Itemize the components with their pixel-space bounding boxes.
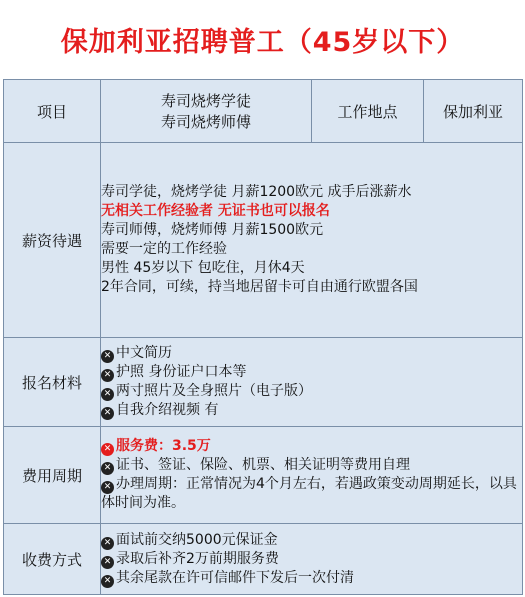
fees-label: 费用周期: [4, 427, 101, 524]
page-title: [0, 0, 525, 79]
materials-item: ✕ 中文简历: [101, 344, 522, 363]
position-cell: [101, 80, 312, 143]
salary-content: [101, 143, 523, 338]
payment-item: ✕ 录取后补齐2万前期服务费: [101, 550, 522, 569]
recruitment-table: [3, 79, 523, 595]
circled-x-icon: ✕: [101, 407, 114, 420]
payment-content: [101, 524, 523, 595]
payment-label: 收费方式: [4, 524, 101, 595]
circled-x-icon: ✕: [101, 481, 114, 494]
payment-row: [4, 524, 523, 595]
header-row: [4, 80, 523, 143]
circled-x-icon: ✕: [101, 556, 114, 569]
materials-label: 报名材料: [4, 338, 101, 427]
salary-line-3: 寿司师傅，烧烤师傅 月薪1500欧元: [101, 222, 324, 238]
title-text: 保加利亚招聘普工（45岁以下）: [60, 27, 465, 58]
fees-content: [101, 427, 523, 524]
circled-x-icon: ✕: [101, 388, 114, 401]
materials-item: ✕ 护照 身份证户口本等: [101, 363, 522, 382]
payment-item: ✕ 其余尾款在许可信邮件下发后一次付清: [101, 569, 522, 588]
fees-item: ✕ 办理周期：正常情况为4个月左右，若遇政策变动周期延长，以具体时间为准。: [101, 476, 517, 511]
materials-content: [101, 338, 523, 427]
fees-item: ✕ 证书、签证、保险、机票、相关证明等费用自理: [101, 456, 522, 475]
salary-line-1: 寿司学徒，烧烤学徒 月薪1200欧元 成手后涨薪水: [101, 184, 412, 200]
materials-item: ✕ 自我介绍视频 有: [101, 401, 522, 420]
salary-highlight: 无相关工作经验者 无证书也可以报名: [101, 203, 330, 219]
item-label: 项目: [4, 80, 101, 143]
salary-line-5: 男性 45岁以下 包吃住，月休4天: [101, 260, 305, 276]
materials-row: [4, 338, 523, 427]
circled-x-icon: ✕: [101, 369, 114, 382]
payment-item: ✕ 面试前交纳5000元保证金: [101, 531, 522, 550]
fees-row: [4, 427, 523, 524]
circled-x-icon: ✕: [101, 443, 114, 456]
position-line-2: 寿司烧烤师傅: [160, 113, 251, 131]
position-line-1: 寿司烧烤学徒: [160, 92, 251, 110]
circled-x-icon: ✕: [101, 537, 114, 550]
location-value: 保加利亚: [424, 80, 523, 143]
materials-item: ✕ 两寸照片及全身照片（电子版）: [101, 382, 522, 401]
circled-x-icon: ✕: [101, 350, 114, 363]
circled-x-icon: ✕: [101, 462, 114, 475]
circled-x-icon: ✕: [101, 575, 114, 588]
salary-row: [4, 143, 523, 338]
salary-line-6: 2年合同，可续，持当地居留卡可自由通行欧盟各国: [101, 279, 418, 295]
salary-line-4: 需要一定的工作经验: [101, 241, 227, 257]
salary-label: 薪资待遇: [4, 143, 101, 338]
location-label: 工作地点: [312, 80, 424, 143]
service-fee: ✕ 服务费：3.5万: [101, 437, 522, 456]
